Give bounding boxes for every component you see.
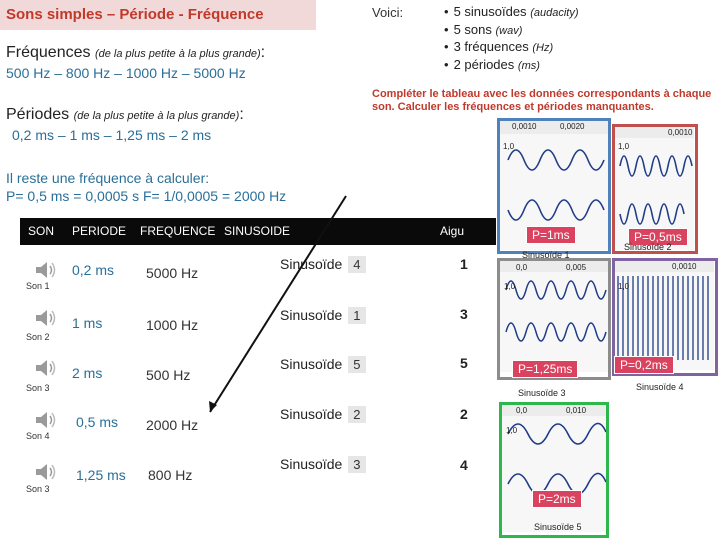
page-title: Sons simples – Période - Fréquence bbox=[6, 6, 264, 23]
axis-label: 0,0 bbox=[516, 263, 528, 272]
aigu-cell: 2 bbox=[460, 406, 468, 422]
sinusoide-cell: Sinusoïde 4 bbox=[280, 256, 366, 273]
frequence-cell: 500 Hz bbox=[146, 367, 191, 383]
frequence-cell: 800 Hz bbox=[148, 467, 193, 483]
son-label: Son 1 bbox=[26, 281, 50, 291]
period-tag-2: P=0,5ms bbox=[628, 228, 688, 246]
sinusoide-caption-1: Sinusoïde 1 bbox=[522, 250, 570, 260]
sinusoide-frame-5 bbox=[499, 402, 609, 538]
header-son: SON bbox=[28, 224, 55, 238]
sinusoide-cell: Sinusoïde 2 bbox=[280, 406, 366, 423]
axis-label: 1,0 bbox=[618, 282, 630, 291]
frequences-heading: Fréquences (de la plus petite à la plus grande): bbox=[6, 44, 266, 61]
axis-label: 1,0 bbox=[504, 282, 516, 291]
aigu-cell: 1 bbox=[460, 256, 468, 272]
sinusoide-cell: Sinusoïde 1 bbox=[280, 307, 366, 324]
sinusoide-number: 2 bbox=[348, 406, 365, 423]
aigu-cell: 3 bbox=[460, 306, 468, 322]
periodes-heading: Périodes (de la plus petite à la plus grande): bbox=[6, 106, 244, 123]
header-periode: PERIODE bbox=[72, 224, 127, 238]
son-label: Son 2 bbox=[26, 332, 50, 342]
son-label: Son 3 bbox=[26, 383, 50, 393]
frequence-cell: 1000 Hz bbox=[146, 317, 199, 333]
period-tag-3: P=1,25ms bbox=[512, 360, 578, 378]
sinusoide-caption-3: Sinusoïde 3 bbox=[518, 388, 566, 398]
axis-label: 1,0 bbox=[503, 142, 515, 151]
axis-label: 1,0 bbox=[506, 426, 518, 435]
axis-label: 0,0010 bbox=[512, 122, 537, 131]
axis-label: 0,010 bbox=[566, 406, 587, 415]
sinusoide-number: 4 bbox=[348, 256, 365, 273]
remaining-line-1: Il reste une fréquence à calculer: bbox=[6, 170, 210, 186]
periodes-values: 0,2 ms – 1 ms – 1,25 ms – 2 ms bbox=[12, 127, 212, 143]
voici-label: Voici: bbox=[372, 5, 404, 20]
frequence-cell: 2000 Hz bbox=[146, 417, 199, 433]
periode-cell: 0,5 ms bbox=[76, 414, 119, 430]
sinusoide-caption-4: Sinusoïde 4 bbox=[636, 382, 684, 392]
header-sinusoide: SINUSOIDE bbox=[224, 224, 291, 238]
periode-cell: 0,2 ms bbox=[72, 262, 115, 278]
frequence-cell: 5000 Hz bbox=[146, 265, 199, 281]
axis-label: 0,0010 bbox=[668, 128, 693, 137]
axis-label: 0,005 bbox=[566, 263, 587, 272]
header-aigu: Aigu bbox=[440, 224, 465, 238]
aigu-cell: 5 bbox=[460, 355, 468, 371]
aigu-cell: 4 bbox=[460, 457, 468, 473]
header-frequence: FREQUENCE bbox=[140, 224, 216, 238]
sinusoide-number: 3 bbox=[348, 456, 365, 473]
list-item: • 5 sons (wav) bbox=[444, 22, 578, 40]
sinusoide-cell: Sinusoïde 5 bbox=[280, 356, 366, 373]
list-item: • 2 périodes (ms) bbox=[444, 57, 578, 75]
periode-cell: 1,25 ms bbox=[76, 467, 126, 483]
list-item: • 5 sinusoïdes (audacity) bbox=[444, 4, 578, 22]
instruction-text: Compléter le tableau avec les données correspondants à chaque son. Calculer les fréquences et périodes manquantes. bbox=[372, 88, 712, 113]
son-label: Son 3 bbox=[26, 484, 50, 494]
axis-label: 0,0 bbox=[516, 406, 528, 415]
periode-cell: 2 ms bbox=[72, 365, 103, 381]
sinusoide-caption-2: Sinusoïde 2 bbox=[624, 242, 672, 252]
sinusoide-cell: Sinusoïde 3 bbox=[280, 456, 366, 473]
period-tag-1: P=1ms bbox=[526, 226, 576, 244]
remaining-line-2: P= 0,5 ms = 0,0005 s F= 1/0,0005 = 2000 Hz bbox=[6, 188, 287, 204]
axis-label: 1,0 bbox=[618, 142, 630, 151]
sinusoide-caption-5: Sinusoïde 5 bbox=[534, 522, 582, 532]
axis-label: 0,0020 bbox=[560, 122, 585, 131]
sinusoide-number: 1 bbox=[348, 307, 365, 324]
axis-label: 0,0010 bbox=[672, 262, 697, 271]
frequences-values: 500 Hz – 800 Hz – 1000 Hz – 5000 Hz bbox=[6, 65, 246, 81]
period-tag-4: P=0,2ms bbox=[614, 356, 674, 374]
sinusoide-number: 5 bbox=[348, 356, 365, 373]
periode-cell: 1 ms bbox=[72, 315, 103, 331]
period-tag-5: P=2ms bbox=[532, 490, 582, 508]
list-item: • 3 fréquences (Hz) bbox=[444, 39, 578, 57]
son-label: Son 4 bbox=[26, 431, 50, 441]
